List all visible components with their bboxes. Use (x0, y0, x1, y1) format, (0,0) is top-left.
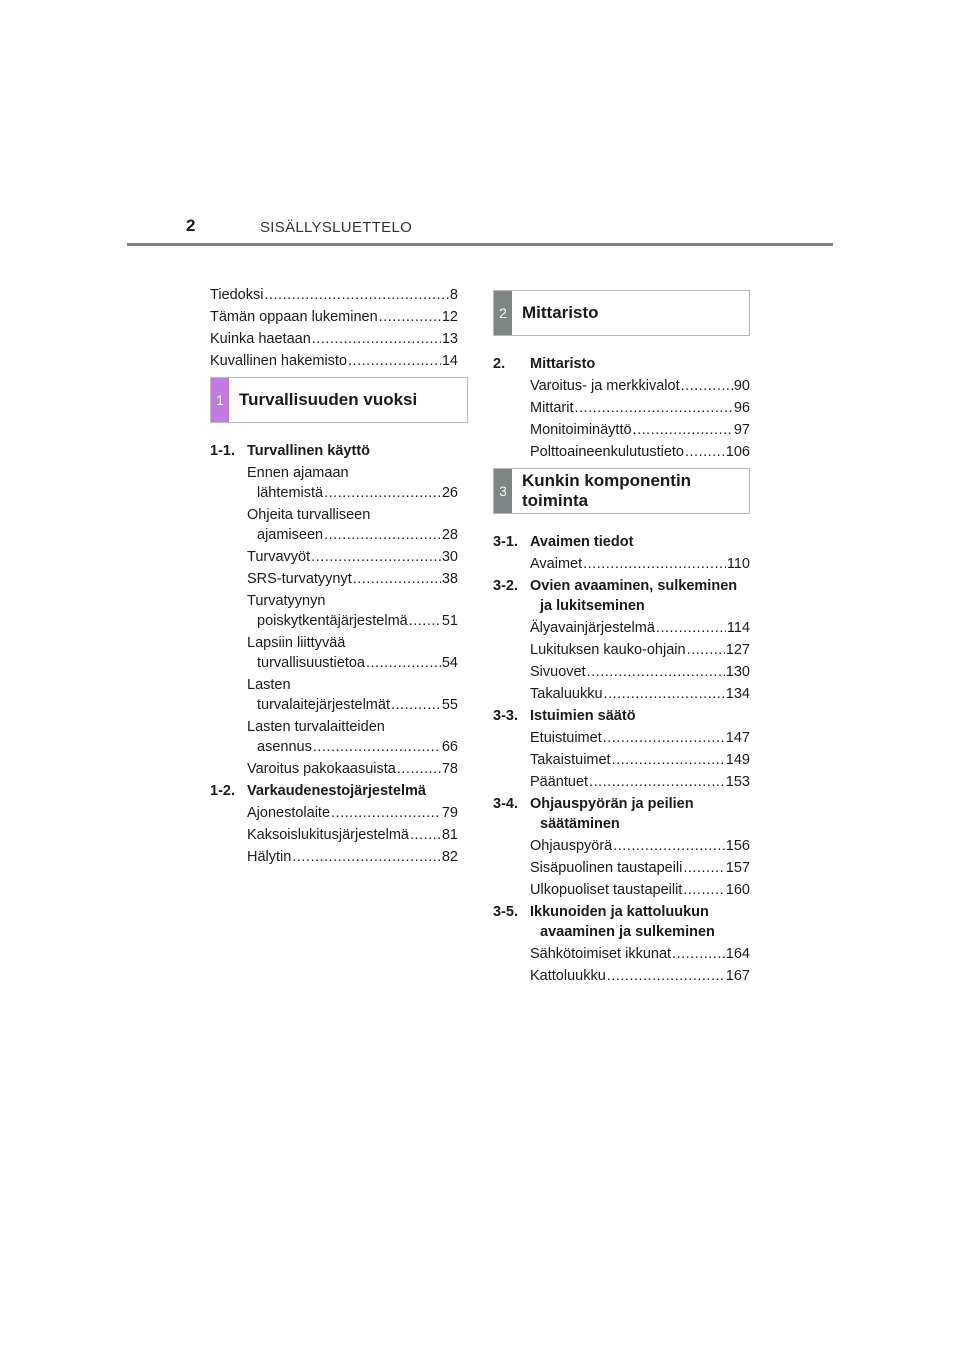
toc-entry[interactable]: Ajonestolaite ..... 79 (210, 803, 458, 823)
toc-entry[interactable]: Takaistuimet ..... 149 (493, 750, 750, 770)
chapter-heading[interactable]: 3-3. Istuimien säätö (493, 708, 636, 724)
toc-entry[interactable]: Lukituksen kauko-ohjain ..... 127 (493, 640, 750, 660)
chapter-heading[interactable]: 1-2. Varkaudenestojärjestelmä (210, 783, 426, 799)
toc-entry[interactable]: Sivuovet ..... 130 (493, 662, 750, 682)
page-header (0, 0, 960, 250)
toc-entry[interactable]: Kuvallinen hakemisto ..... 14 (210, 351, 458, 371)
toc-entry[interactable]: Älyavainjärjestelmä ..... 114 (493, 618, 750, 638)
chapter-heading-cont: säätäminen (540, 816, 620, 832)
section-number-tab: 1 (211, 378, 229, 422)
toc-entry[interactable]: Etuistuimet ..... 147 (493, 728, 750, 748)
section-title: Turvallisuuden vuoksi (239, 390, 418, 409)
toc-entry[interactable]: Takaluukku ..... 134 (493, 684, 750, 704)
toc-entry[interactable]: Kuinka haetaan ..... 13 (210, 329, 458, 349)
toc-entry[interactable]: Ennen ajamaan lähtemistä ..... 26 (210, 463, 458, 503)
page-number: 2 (186, 216, 196, 235)
section-number-tab: 2 (494, 291, 512, 335)
toc-entry[interactable]: SRS-turvatyynyt ..... 38 (210, 569, 458, 589)
toc-entry[interactable]: Mittarit ..... 96 (493, 398, 750, 418)
chapter-heading-cont: avaaminen ja sulkeminen (540, 924, 715, 940)
toc-entry[interactable]: Lapsiin liittyvää turvallisuustietoa ..... 54 (210, 633, 458, 673)
chapter-heading[interactable]: 3-1. Avaimen tiedot (493, 534, 634, 550)
toc-entry[interactable]: Pääntuet ..... 153 (493, 772, 750, 792)
toc-entry[interactable]: Hälytin ..... 82 (210, 847, 458, 867)
toc-entry[interactable]: Ulkopuoliset taustapeilit ..... 160 (493, 880, 750, 900)
toc-entry[interactable]: Turvatyynyn poiskytkentäjärjestelmä ..... 51 (210, 591, 458, 631)
section-title: Mittaristo (522, 303, 599, 322)
section-title: Kunkin komponentin toiminta (522, 471, 692, 510)
toc-entry[interactable]: Tämän oppaan lukeminen ..... 12 (210, 307, 458, 327)
chapter-heading[interactable]: 2. Mittaristo (493, 356, 596, 372)
toc-entry[interactable]: Kattoluukku ..... 167 (493, 966, 750, 986)
toc-entry[interactable]: Varoitus pakokaasuista ..... 78 (210, 759, 458, 779)
toc-entry[interactable]: Varoitus- ja merkkivalot ..... 90 (493, 376, 750, 396)
toc-entry[interactable]: Tiedoksi ..... 8 (210, 285, 458, 305)
toc-right-column (493, 290, 750, 988)
header-divider (127, 243, 833, 246)
section-header-1[interactable] (210, 377, 468, 423)
chapter-heading[interactable]: 3-2. Ovien avaaminen, sulkeminen (493, 578, 738, 594)
toc-entry[interactable]: Sisäpuolinen taustapeili ..... 157 (493, 858, 750, 878)
chapter-heading[interactable]: 3-4. Ohjauspyörän ja peilien (493, 796, 694, 812)
chapter-heading[interactable]: 3-5. Ikkunoiden ja kattoluukun (493, 904, 709, 920)
chapter-heading-cont: ja lukitseminen (540, 598, 645, 614)
toc-entry[interactable]: Lasten turvalaitteiden asennus ..... 66 (210, 717, 458, 757)
toc-entry[interactable]: Polttoaineenkulutustieto ..... 106 (493, 442, 750, 462)
toc-entry[interactable]: Sähkötoimiset ikkunat ..... 164 (493, 944, 750, 964)
section-number-tab: 3 (494, 469, 512, 513)
toc-left-column (210, 285, 458, 869)
toc-entry[interactable]: Turvavyöt ..... 30 (210, 547, 458, 567)
toc-entry[interactable]: Monitoiminäyttö ..... 97 (493, 420, 750, 440)
running-title: SISÄLLYSLUETTELO (260, 219, 413, 236)
chapter-heading[interactable]: 1-1. Turvallinen käyttö (210, 443, 371, 459)
section-header-3[interactable] (493, 468, 750, 514)
section-header-2[interactable] (493, 290, 750, 336)
toc-entry[interactable]: Kaksoislukitusjärjestelmä ..... 81 (210, 825, 458, 845)
toc-entry[interactable]: Ohjeita turvalliseen ajamiseen ..... 28 (210, 505, 458, 545)
toc-entry[interactable]: Avaimet ..... 110 (493, 554, 750, 574)
toc-entry[interactable]: Lasten turvalaitejärjestelmät ..... 55 (210, 675, 458, 715)
toc-entry[interactable]: Ohjauspyörä ..... 156 (493, 836, 750, 856)
